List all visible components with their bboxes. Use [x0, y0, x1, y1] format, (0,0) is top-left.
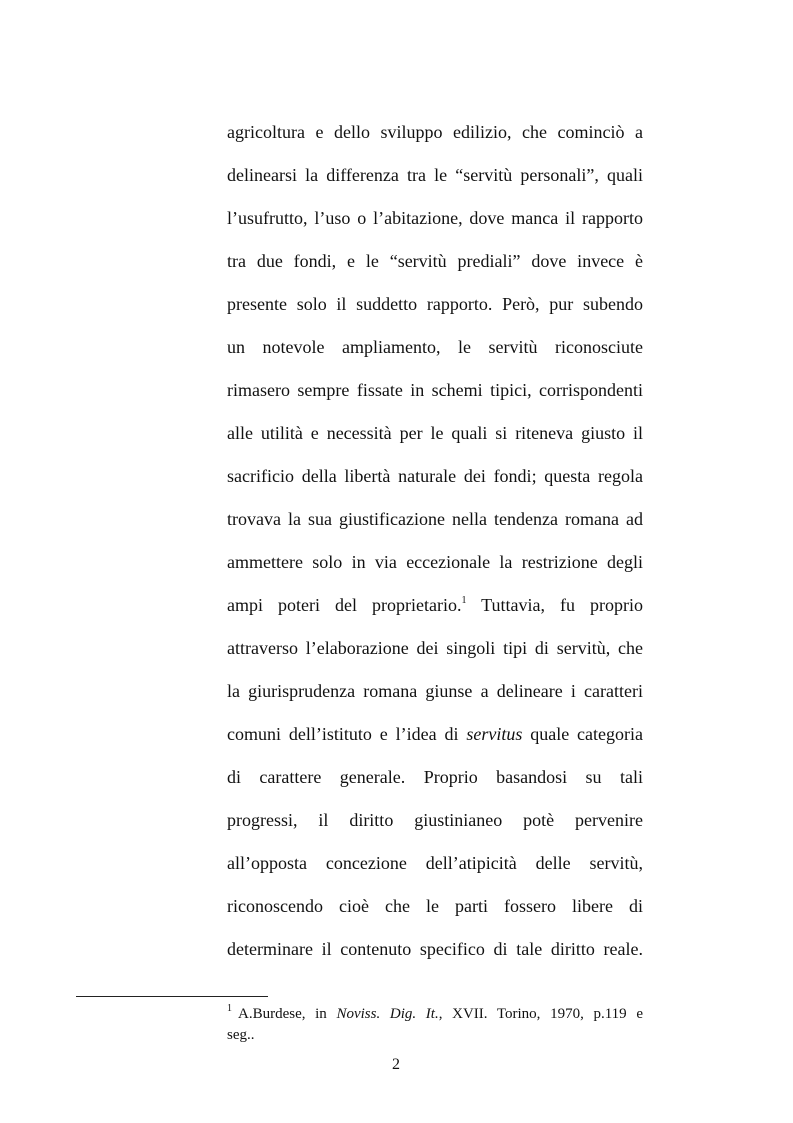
- body-line: la giurisprudenza romana giunse a delineare i caratteri: [227, 681, 643, 701]
- body-line: ammettere solo in via eccezionale la restrizione degli: [227, 552, 643, 572]
- body-line: progressi, il diritto giustinianeo potè pervenire: [227, 810, 643, 830]
- body-line: tra due fondi, e le “servitù prediali” dove invece è: [227, 251, 643, 271]
- italic-term: servitus: [466, 724, 523, 744]
- body-line: un notevole ampliamento, le servitù riconosciute: [227, 337, 643, 357]
- body-line: trovava la sua giustificazione nella tendenza romana ad: [227, 509, 643, 529]
- page-number: 2: [392, 1056, 400, 1073]
- body-line: agricoltura e dello sviluppo edilizio, che cominciò a: [227, 122, 643, 142]
- footnote-separator: [76, 996, 268, 997]
- body-line: determinare il contenuto specifico di tale diritto reale.: [227, 939, 643, 959]
- body-line: all’opposta concezione dell’atipicità delle servitù,: [227, 853, 643, 873]
- footnote-reference[interactable]: 1: [461, 595, 467, 606]
- body-line: presente solo il suddetto rapporto. Però, pur subendo: [227, 294, 643, 314]
- body-line: comuni dell’istituto e l’idea di servitus quale categoria: [227, 724, 644, 744]
- body-line: sacrificio della libertà naturale dei fondi; questa regola: [227, 466, 643, 486]
- body-line: rimasero sempre fissate in schemi tipici, corrispondenti: [227, 380, 643, 400]
- body-line: delinearsi la differenza tra le “servitù personali”, quali: [227, 165, 643, 185]
- body-line: di carattere generale. Proprio basandosi su tali: [227, 767, 643, 787]
- footnote-marker: 1: [227, 1003, 232, 1014]
- footnote-italic-source: Noviss. Dig. It.: [336, 1006, 439, 1022]
- footnote-line: $^1$ A.Burdese, in Noviss. Dig. It., XVII. Torino, 1970, p.119 e: [227, 1003, 643, 1022]
- body-line: attraverso l’elaborazione dei singoli tipi di servitù, che: [227, 638, 643, 658]
- footnote-line: seg..: [227, 1027, 255, 1043]
- body-line: alle utilità e necessità per le quali si riteneva giusto il: [227, 423, 643, 443]
- body-line: riconoscendo cioè che le parti fossero libere di: [227, 896, 643, 916]
- body-line: l’usufrutto, l’uso o l’abitazione, dove manca il rapporto: [227, 208, 643, 228]
- body-line: ampi poteri del proprietario.$^1$ Tuttavia, fu proprio: [227, 595, 643, 615]
